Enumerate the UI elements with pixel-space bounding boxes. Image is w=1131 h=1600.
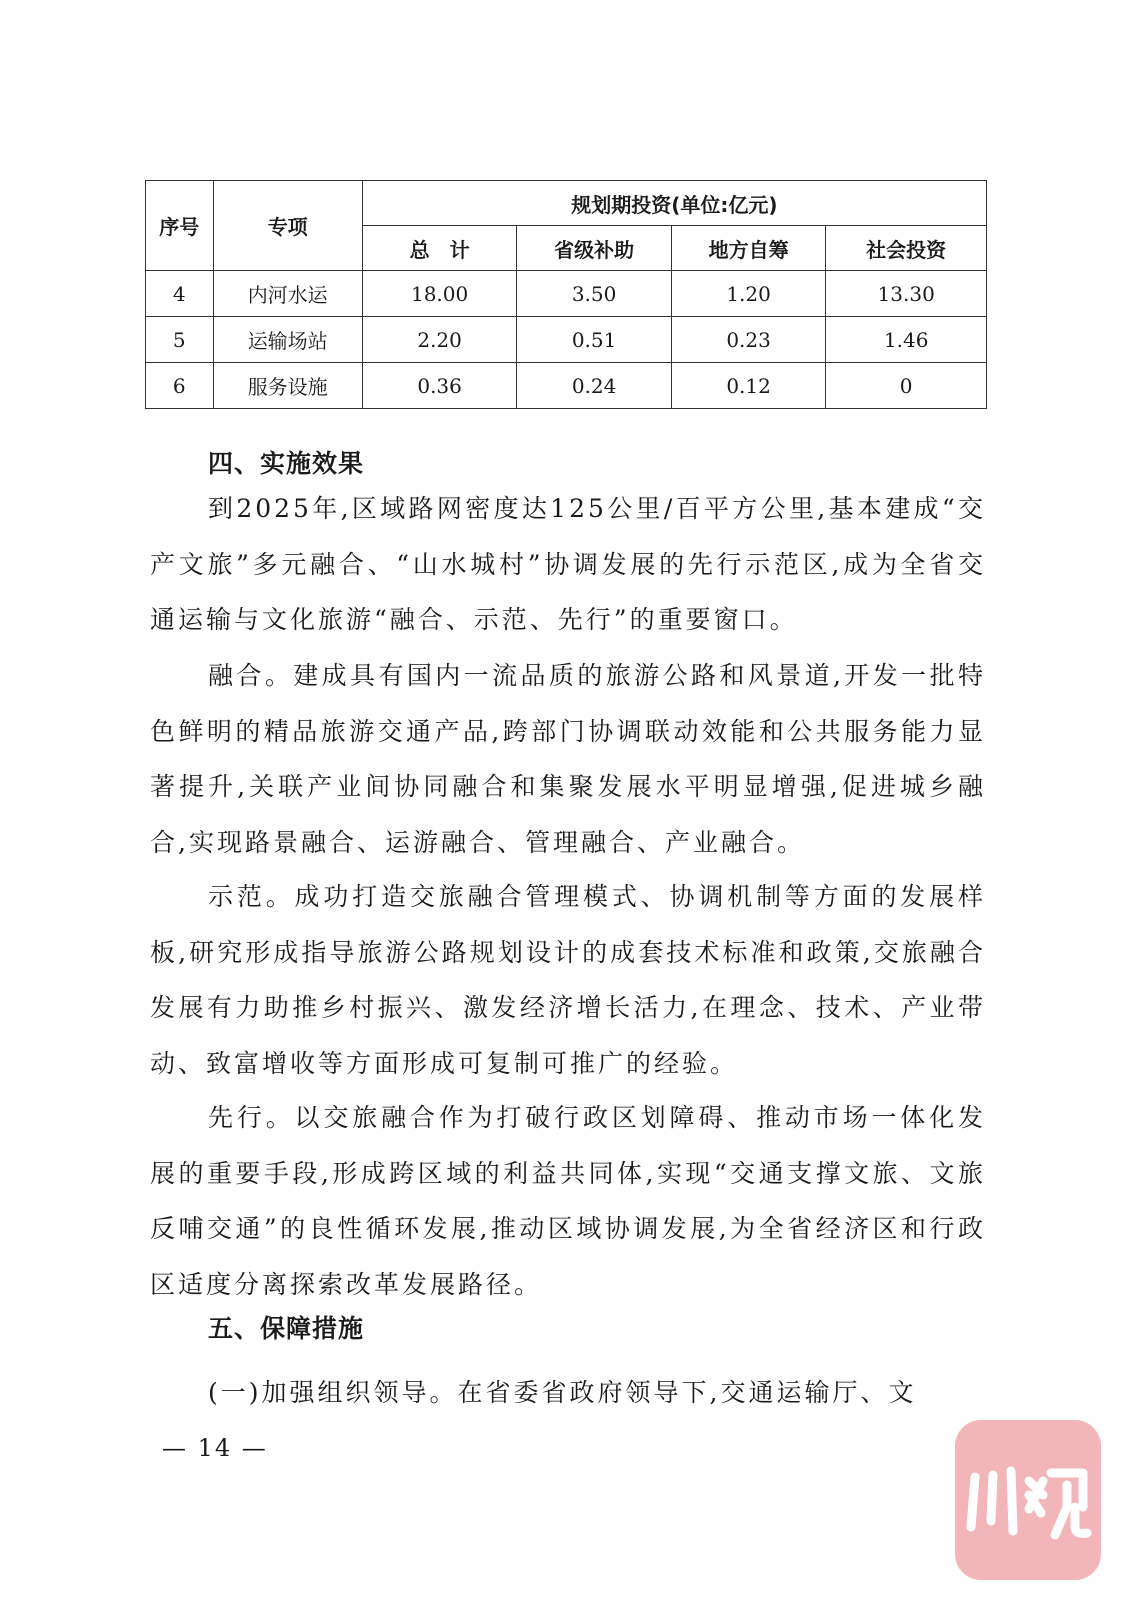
cell-seq: 5 bbox=[146, 317, 214, 363]
cell-social: 1.46 bbox=[826, 317, 987, 363]
col-header-seq: 序号 bbox=[146, 181, 214, 271]
cell-local: 0.23 bbox=[671, 317, 825, 363]
section-heading-effects: 四、实施效果 bbox=[208, 449, 365, 478]
col-header-total: 总 计 bbox=[362, 226, 516, 271]
table-row bbox=[146, 363, 987, 409]
cell-local: 1.20 bbox=[671, 271, 825, 317]
cell-item: 服务设施 bbox=[213, 363, 362, 409]
col-header-item: 专项 bbox=[213, 181, 362, 271]
cell-provincial: 0.51 bbox=[517, 317, 671, 363]
chuanguan-logo-icon bbox=[963, 1455, 1093, 1545]
paragraph-demonstration: 示范。成功打造交旅融合管理模式、协调机制等方面的发展样板,研究形成指导旅游公路规划设计的成套技术标准和政策,交旅融合发展有力助推乡村振兴、激发经济增长活力,在理念、技术、产业带动、致富增收等方面形成可复制可推广的经验。 bbox=[150, 882, 986, 1078]
paragraph-organization: (一)加强组织领导。在省委省政府领导下,交通运输厅、文 bbox=[208, 1378, 917, 1407]
cell-local: 0.12 bbox=[671, 363, 825, 409]
table-row bbox=[146, 317, 987, 363]
paragraph-integration: 融合。建成具有国内一流品质的旅游公路和风景道,开发一批特色鲜明的精品旅游交通产品,跨部门协调联动效能和公共服务能力显著提升,关联产业间协同融合和集聚发展水平明显增强,促进城乡融合,实现路景融合、运游融合、管理融合、产业融合。 bbox=[150, 661, 986, 857]
investment-table bbox=[145, 180, 987, 409]
cell-social: 13.30 bbox=[826, 271, 987, 317]
col-header-social: 社会投资 bbox=[826, 226, 987, 271]
col-header-provincial: 省级补助 bbox=[517, 226, 671, 271]
col-header-investment-group: 规划期投资(单位:亿元) bbox=[362, 181, 986, 226]
cell-item: 内河水运 bbox=[213, 271, 362, 317]
cell-seq: 4 bbox=[146, 271, 214, 317]
page-number: — 14 — bbox=[162, 1434, 268, 1462]
chuanguan-watermark-logo bbox=[955, 1420, 1101, 1580]
col-header-local: 地方自筹 bbox=[671, 226, 825, 271]
cell-social: 0 bbox=[826, 363, 987, 409]
cell-total: 0.36 bbox=[362, 363, 516, 409]
section-heading-safeguards: 五、保障措施 bbox=[208, 1314, 365, 1343]
cell-provincial: 3.50 bbox=[517, 271, 671, 317]
cell-item: 运输场站 bbox=[213, 317, 362, 363]
cell-seq: 6 bbox=[146, 363, 214, 409]
cell-total: 18.00 bbox=[362, 271, 516, 317]
cell-provincial: 0.24 bbox=[517, 363, 671, 409]
paragraph-goal: 到2025年,区域路网密度达125公里/百平方公里,基本建成“交产文旅”多元融合、“山水城村”协调发展的先行示范区,成为全省交通运输与文化旅游“融合、示范、先行”的重要窗口。 bbox=[150, 494, 986, 634]
table-row bbox=[146, 271, 987, 317]
cell-total: 2.20 bbox=[362, 317, 516, 363]
paragraph-pioneer: 先行。以交旅融合作为打破行政区划障碍、推动市场一体化发展的重要手段,形成跨区域的利益共同体,实现“交通支撑文旅、文旅反哺交通”的良性循环发展,推动区域协调发展,为全省经济区和行政区适度分离探索改革发展路径。 bbox=[150, 1103, 986, 1299]
